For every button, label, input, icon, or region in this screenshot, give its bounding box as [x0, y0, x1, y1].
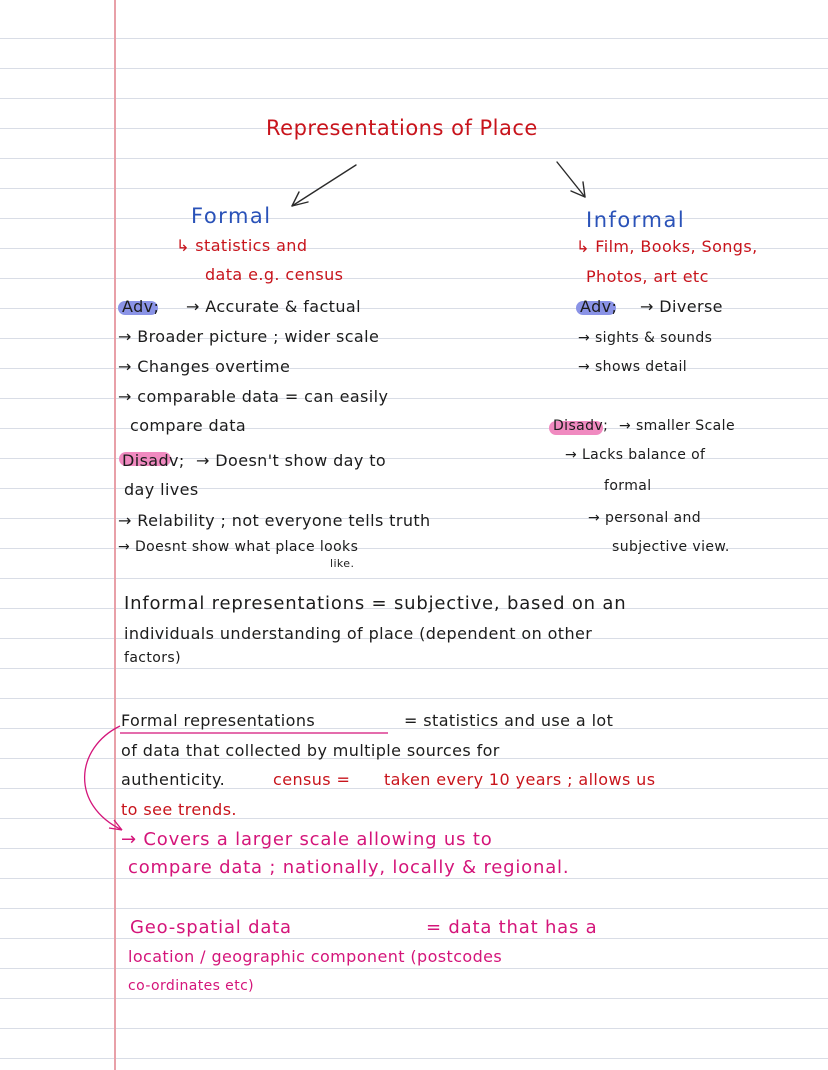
formal-adv-item: → Broader picture ; wider scale [118, 327, 380, 346]
curved-arrow [85, 726, 122, 830]
adv-label: Adv; [580, 297, 618, 316]
formal-desc: ↳ statistics and [176, 236, 308, 255]
formal-disadv-item: → Relability ; not everyone tells truth [118, 511, 431, 530]
formal-definition: = statistics and use a lot [404, 711, 614, 730]
informal-disadv-item: → smaller Scale [619, 418, 735, 434]
informal-desc: ↳ Film, Books, Songs, [576, 237, 758, 256]
informal-definition: Informal representations = subjective, based on an [124, 593, 627, 614]
disadv-label: Disadv; [122, 451, 185, 470]
informal-adv-item: → shows detail [578, 359, 688, 375]
informal-disadv-item: subjective view. [612, 539, 730, 555]
formal-disadv-item: → Doesnt show what place looks [118, 539, 359, 555]
page-title: Representations of Place [266, 116, 538, 140]
formal-disadv-item: like. [330, 557, 355, 570]
geo-spatial-definition: co-ordinates etc) [128, 978, 255, 994]
formal-disadv-item: → Doesn't show day to [196, 451, 387, 470]
geo-spatial-definition: location / geographic component (postcodes [128, 947, 503, 966]
informal-adv-item: → sights & sounds [578, 330, 713, 346]
formal-definition: → Covers a larger scale allowing us to [121, 829, 493, 850]
informal-adv-item: → Diverse [640, 297, 723, 316]
informal-heading: Informal [586, 208, 686, 232]
formal-definition: authenticity. [121, 770, 226, 789]
formal-definition: taken every 10 years ; allows us [384, 770, 656, 789]
formal-definition: to see trends. [121, 800, 237, 819]
formal-heading: Formal [191, 204, 272, 228]
formal-disadv-item: day lives [124, 480, 199, 499]
formal-definition: compare data ; nationally, locally & regional. [128, 857, 570, 878]
informal-disadv-item: → personal and [588, 510, 702, 526]
disadv-label: Disadv; [553, 418, 609, 434]
informal-definition: factors) [124, 650, 181, 666]
geo-spatial-term: Geo-spatial data [130, 917, 292, 938]
formal-adv-item: → Accurate & factual [186, 297, 361, 316]
formal-definition: of data that collected by multiple sources for [121, 741, 500, 760]
formal-adv-item: → Changes overtime [118, 357, 291, 376]
formal-adv-item: → comparable data = can easily [118, 387, 389, 406]
informal-disadv-item: formal [604, 478, 652, 494]
arrow-to-formal [292, 165, 356, 206]
informal-disadv-item: → Lacks balance of [565, 447, 706, 463]
formal-definition-term: Formal representations [121, 711, 316, 730]
formal-desc: data e.g. census [205, 265, 344, 284]
informal-definition: individuals understanding of place (dependent on other [124, 624, 593, 643]
informal-desc: Photos, art etc [586, 267, 709, 286]
geo-spatial-definition: = data that has a [426, 917, 598, 938]
formal-adv-item: compare data [130, 416, 247, 435]
adv-label: Adv; [122, 297, 160, 316]
formal-definition: census = [273, 770, 351, 789]
